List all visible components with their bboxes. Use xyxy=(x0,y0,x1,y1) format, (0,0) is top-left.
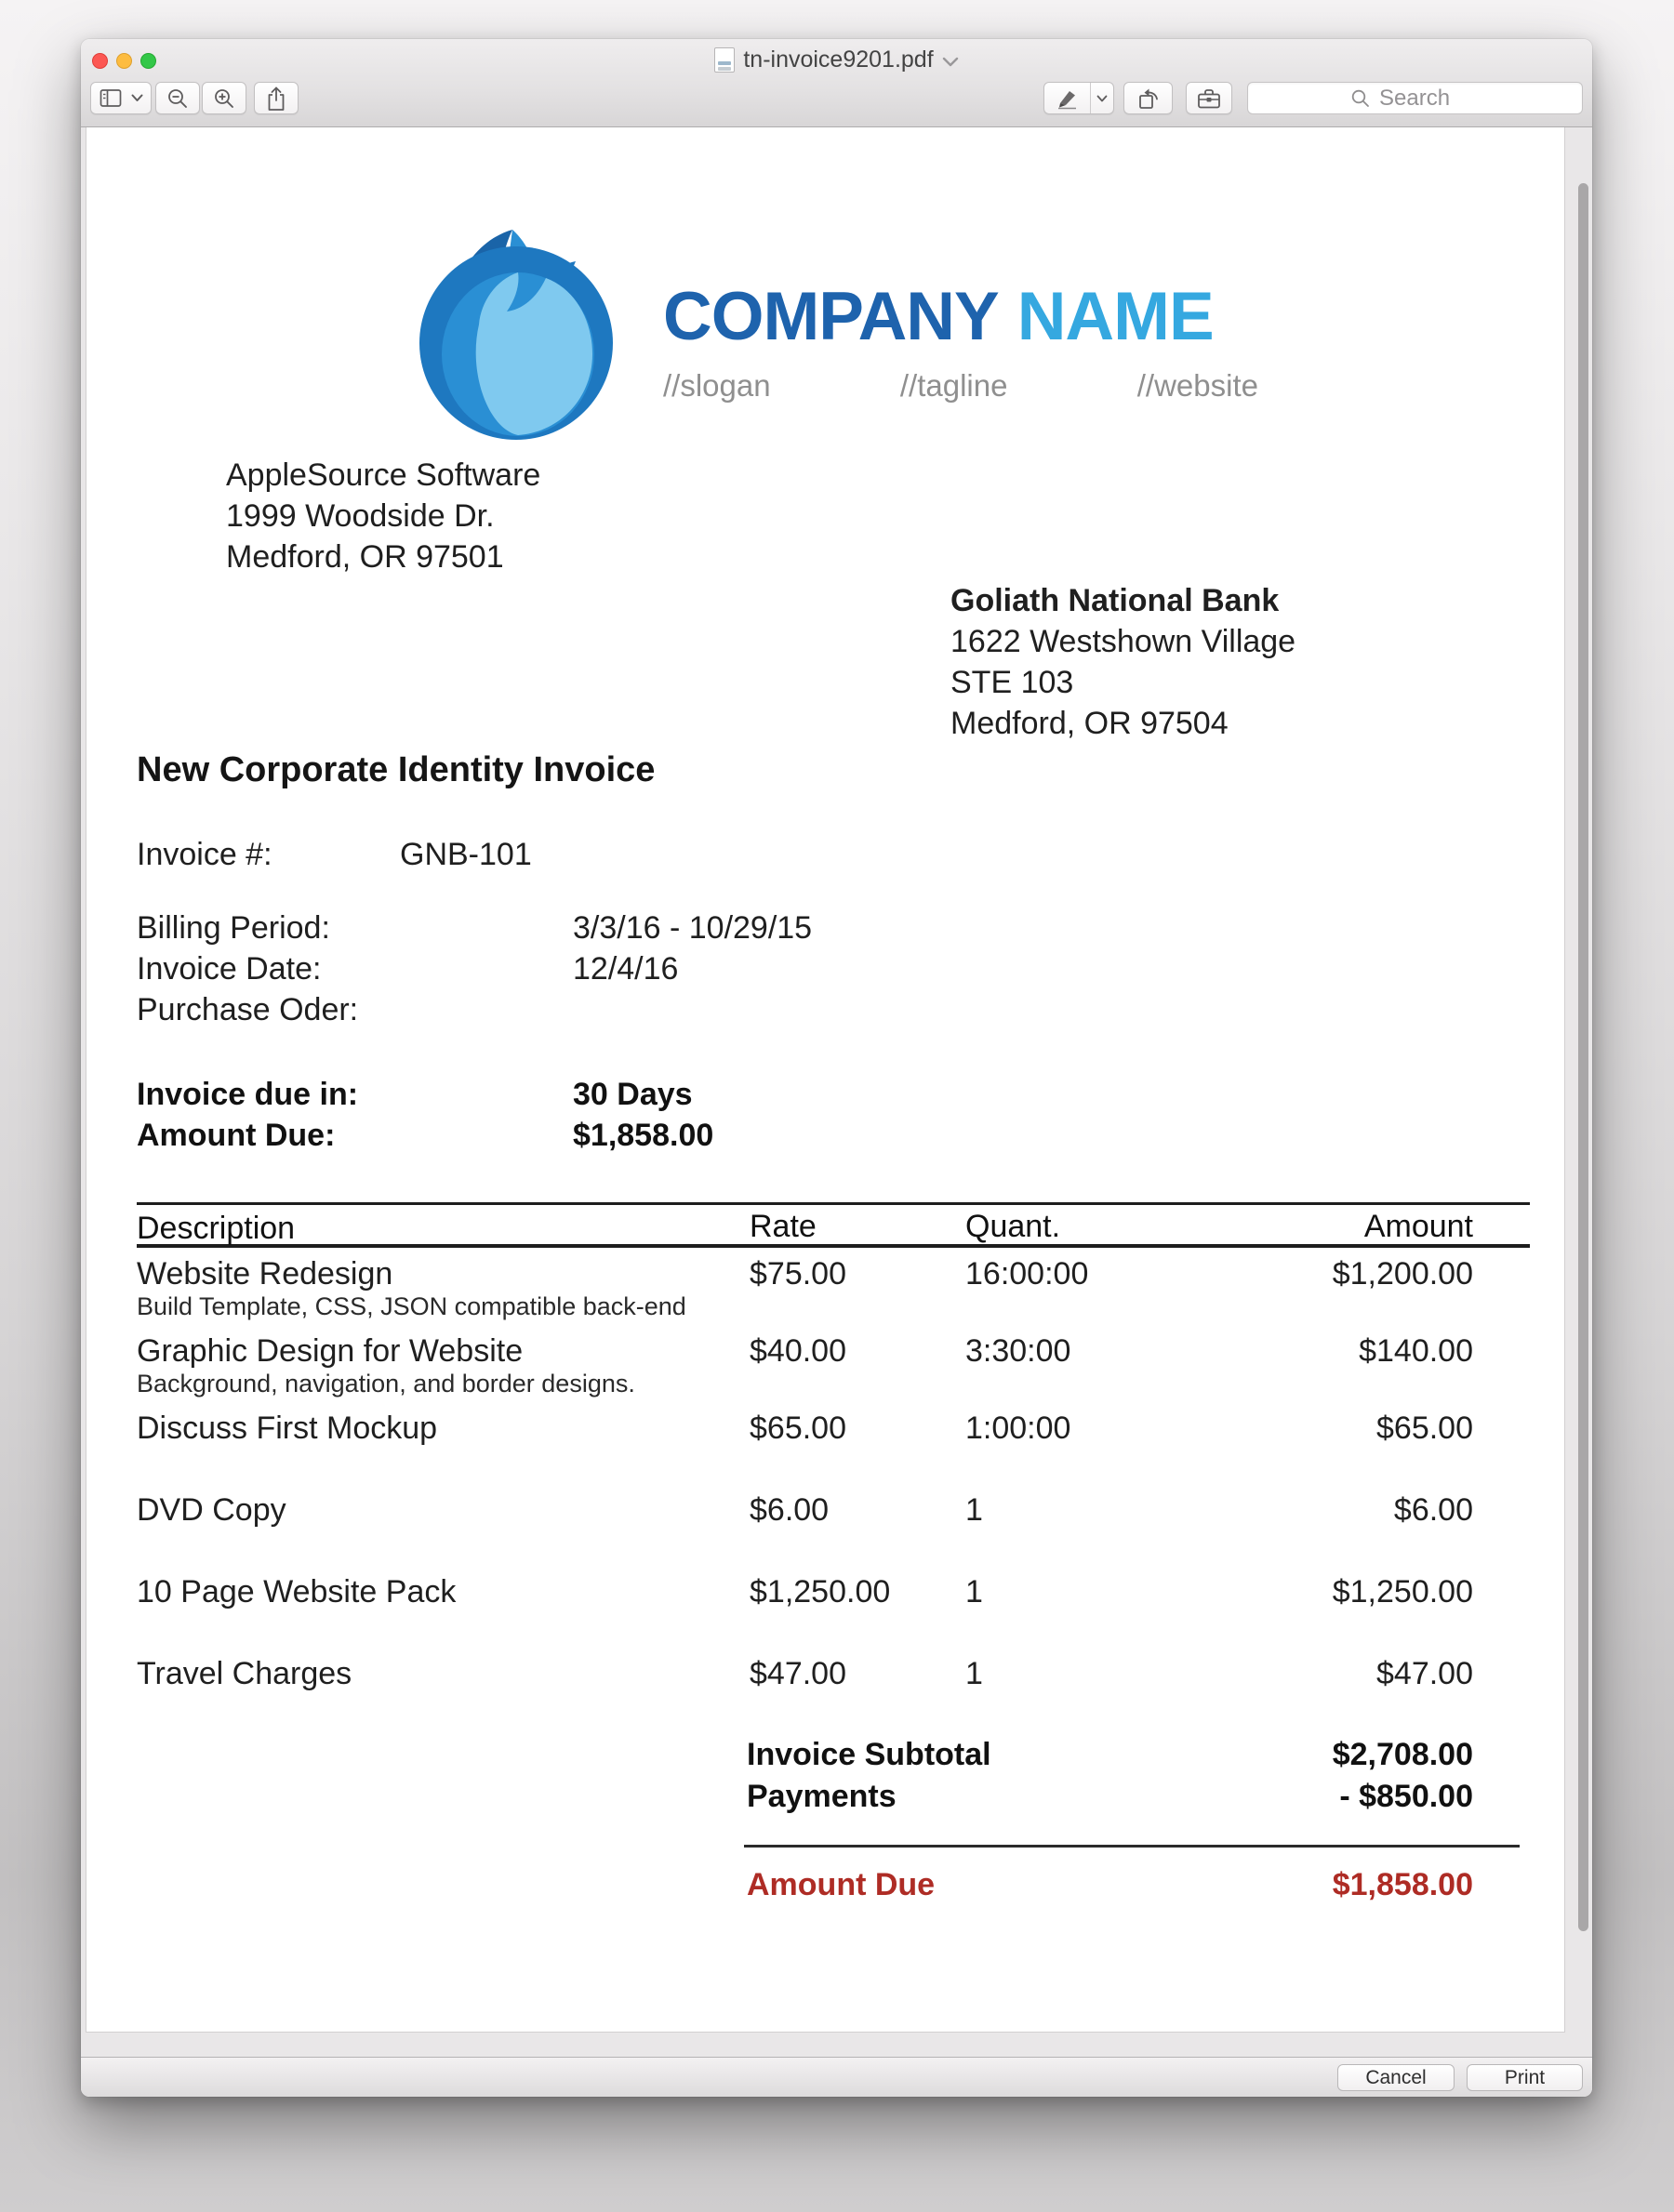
payments-row xyxy=(744,1779,1520,1820)
sender-address xyxy=(226,455,540,577)
amount-due-value: $1,858.00 xyxy=(1332,1867,1473,1902)
billing-period-value: 3/3/16 - 10/29/15 xyxy=(573,910,813,946)
subtotal-label: Invoice Subtotal xyxy=(747,1737,991,1772)
share-icon xyxy=(265,86,287,112)
line-items-table xyxy=(137,1202,1530,1689)
search-input[interactable] xyxy=(1377,85,1480,113)
view-menu-button[interactable] xyxy=(90,82,152,114)
row-quantity: 16:00:00 xyxy=(965,1256,1089,1291)
invoice-date-value: 12/4/16 xyxy=(573,951,679,987)
amount-due-label: Amount Due xyxy=(747,1867,936,1902)
row-rate: $75.00 xyxy=(750,1256,846,1291)
recipient-suite: STE 103 xyxy=(950,665,1074,700)
row-amount: $65.00 xyxy=(1376,1411,1473,1446)
brand-company-word: COMPANY xyxy=(663,279,999,354)
invoice-number-label: Invoice #: xyxy=(137,837,272,872)
invoice-date-label: Invoice Date: xyxy=(137,951,322,987)
row-description: DVD Copy xyxy=(137,1492,286,1528)
search-field[interactable] xyxy=(1247,82,1583,114)
titlebar xyxy=(81,39,1592,80)
brand-tagline: //tagline xyxy=(899,368,1008,403)
row-description: Graphic Design for Website xyxy=(137,1333,524,1369)
table-row xyxy=(137,1407,1530,1444)
invoice-title: New Corporate Identity Invoice xyxy=(137,750,656,789)
header-description: Description xyxy=(137,1211,296,1246)
row-quantity: 1 xyxy=(965,1656,983,1691)
invoice-number-value: GNB-101 xyxy=(400,837,532,872)
zoom-out-button[interactable] xyxy=(155,82,200,114)
row-quantity: 1 xyxy=(965,1574,983,1609)
billing-period-label: Billing Period: xyxy=(137,910,330,946)
amount-due-row xyxy=(744,1867,1520,1908)
window-chrome xyxy=(81,39,1592,127)
header-quantity: Quant. xyxy=(965,1209,1061,1244)
zoom-in-button[interactable] xyxy=(202,82,246,114)
brand-wordmark xyxy=(663,278,1266,355)
rotate-left-icon xyxy=(1136,86,1162,111)
recipient-city: Medford, OR 97504 xyxy=(950,706,1229,741)
print-button[interactable]: Print xyxy=(1467,2064,1583,2091)
table-row xyxy=(137,1252,1530,1290)
table-row xyxy=(137,1489,1530,1526)
recipient-address xyxy=(950,580,1295,744)
row-rate: $6.00 xyxy=(750,1492,830,1528)
pdf-page xyxy=(86,127,1564,2032)
row-amount: $6.00 xyxy=(1393,1492,1473,1528)
toolbox-icon xyxy=(1196,87,1222,110)
markup-pen-segment[interactable] xyxy=(1044,83,1090,113)
due-in-value: 30 Days xyxy=(573,1077,693,1112)
table-row xyxy=(137,1570,1530,1608)
totals-divider xyxy=(744,1845,1520,1848)
amount-due-summary-value: $1,858.00 xyxy=(573,1118,714,1153)
title-chevron-down-icon[interactable] xyxy=(942,57,959,67)
amount-due-summary-label: Amount Due: xyxy=(137,1118,336,1153)
markup-pen-icon xyxy=(1056,87,1080,110)
row-amount: $47.00 xyxy=(1376,1656,1473,1691)
sender-city: Medford, OR 97501 xyxy=(226,539,504,575)
brand-website: //website xyxy=(1136,368,1258,403)
zoom-out-icon xyxy=(166,87,189,110)
recipient-name: Goliath National Bank xyxy=(950,583,1280,618)
company-logo-icon xyxy=(403,224,633,444)
cancel-button[interactable]: Cancel xyxy=(1337,2064,1455,2091)
payments-label: Payments xyxy=(747,1779,897,1814)
row-description: Website Redesign xyxy=(137,1256,393,1291)
markup-toolbar-button[interactable] xyxy=(1186,82,1232,114)
purchase-order-label: Purchase Oder: xyxy=(137,992,359,1027)
row-rate: $65.00 xyxy=(750,1411,846,1446)
row-description: 10 Page Website Pack xyxy=(137,1574,457,1609)
row-note: Build Template, CSS, JSON compatible back-end xyxy=(137,1292,686,1320)
due-in-label: Invoice due in: xyxy=(137,1077,359,1112)
row-quantity: 1:00:00 xyxy=(965,1411,1071,1446)
document-proxy-icon[interactable] xyxy=(714,47,735,73)
markup-button-group[interactable] xyxy=(1043,82,1114,114)
row-description: Discuss First Mockup xyxy=(137,1411,438,1446)
row-amount: $1,250.00 xyxy=(1332,1574,1473,1609)
row-amount: $1,200.00 xyxy=(1332,1256,1473,1291)
vertical-scrollbar-thumb[interactable] xyxy=(1578,183,1588,1931)
sender-street: 1999 Woodside Dr. xyxy=(226,498,495,534)
sidebar-view-icon xyxy=(100,88,127,109)
row-rate: $40.00 xyxy=(750,1333,846,1369)
pdf-content-area xyxy=(81,127,1592,2057)
subtotal-row xyxy=(744,1737,1520,1778)
row-rate: $1,250.00 xyxy=(750,1574,891,1609)
subtotal-value: $2,708.00 xyxy=(1332,1737,1473,1772)
markup-chevron-segment[interactable] xyxy=(1090,83,1113,113)
row-quantity: 3:30:00 xyxy=(965,1333,1071,1369)
share-button[interactable] xyxy=(254,82,299,114)
brand-block xyxy=(663,278,1266,404)
row-description: Travel Charges xyxy=(137,1656,352,1691)
row-rate: $47.00 xyxy=(750,1656,846,1691)
sender-name: AppleSource Software xyxy=(226,457,541,493)
header-rate: Rate xyxy=(750,1209,817,1244)
table-row xyxy=(137,1330,1530,1367)
rotate-left-button[interactable] xyxy=(1123,82,1173,114)
row-amount: $140.00 xyxy=(1359,1333,1473,1369)
window-title: tn-invoice9201.pdf xyxy=(743,46,934,73)
preview-window xyxy=(81,39,1592,2097)
brand-name-word: NAME xyxy=(1016,279,1214,354)
zoom-in-icon xyxy=(213,87,235,110)
search-icon xyxy=(1350,88,1370,108)
chevron-down-icon xyxy=(1096,95,1108,102)
table-row xyxy=(137,1652,1530,1689)
print-dialog-bar xyxy=(81,2057,1592,2097)
payments-value: - $850.00 xyxy=(1339,1779,1473,1814)
header-amount: Amount xyxy=(1363,1209,1473,1244)
brand-slogan: //slogan xyxy=(663,368,771,403)
row-note: Background, navigation, and border designs. xyxy=(137,1370,635,1397)
table-header-row xyxy=(137,1205,1530,1248)
row-quantity: 1 xyxy=(965,1492,983,1528)
chevron-down-icon xyxy=(131,94,143,102)
brand-sublines xyxy=(663,368,1258,404)
recipient-street: 1622 Westshown Village xyxy=(950,624,1296,659)
